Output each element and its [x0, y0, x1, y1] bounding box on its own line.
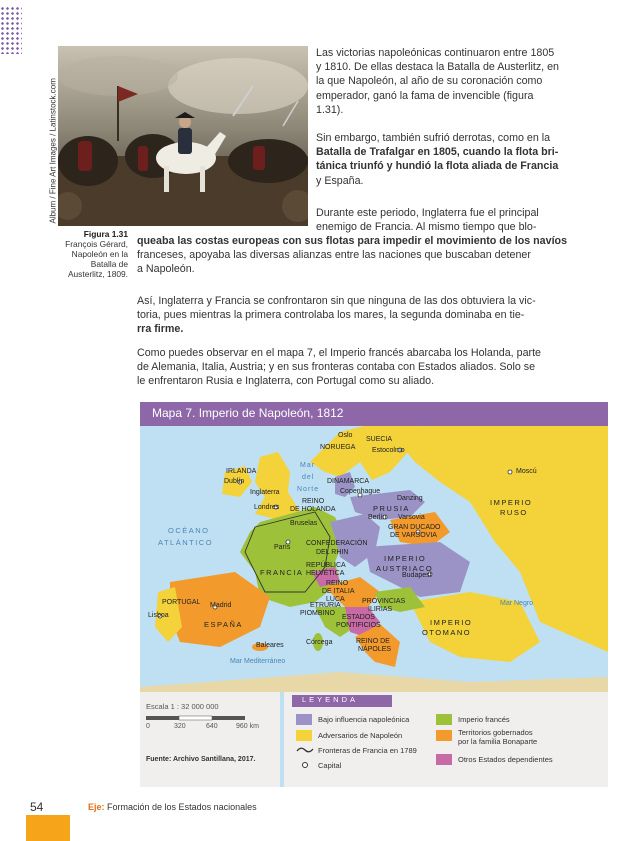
map-source: Fuente: Archivo Santillana, 2017. [146, 756, 256, 763]
legend-label-borders: Fronteras de Francia en 1789 [318, 746, 417, 755]
map-label-londres: Londres [254, 504, 280, 511]
map-label-copenhague: Copenhague [340, 488, 381, 495]
legend-header: LEYENDA [292, 695, 392, 707]
map-label-estados-2: PONTIFICIOS [336, 622, 381, 629]
map-label-reino-holanda-2: DE HOLANDA [290, 506, 336, 513]
paragraph-1: Las victorias napoleónicas continuaron entre 1805 y 1810. De ellas destaca la Batalla de Austerlitz, en la que Napoleón, al año de su coronación como emperador, ganó la fama de invencible (figura 1.31). [316, 47, 559, 116]
legend-capital-icon [300, 760, 310, 770]
legend-swatch-french-empire [436, 714, 452, 725]
map-label-madrid: Madrid [210, 602, 232, 609]
paragraph-5: Como puedes observar en el mapa 7, el Imperio francés abarcaba los Holanda, parte de Alemania, Italia, Austria; y en sus fronteras contaba con Estados aliados. Solo se le enfrentaron Rusia e Inglaterra, con Portugal como su aliado. [137, 347, 541, 388]
map-title-bar [140, 402, 608, 426]
map-title: Mapa 7. Imperio de Napoleón, 1812 [152, 406, 344, 420]
map-label-oslo: Oslo [338, 432, 353, 439]
footer-text: Formación de los Estados nacionales [107, 802, 257, 812]
map-label-gran-ducado-2: DE VARSOVIA [390, 532, 437, 539]
map-label-budapest: Budapest [402, 572, 432, 579]
map-label-provincias-1: PROVINCIAS [362, 598, 406, 605]
map-label-luca: LUCA [326, 596, 345, 603]
map-label-inglaterra: Inglaterra [250, 489, 280, 496]
figure-caption-label: Figura 1.31 [83, 229, 128, 239]
map-label-reino-napoles-1: REINO DE [356, 638, 390, 645]
map-label-imperio-otomano-1: IMPERIO [430, 618, 473, 627]
legend-label-dependent: Otros Estados dependientes [458, 755, 553, 764]
map-label-oceano-2: ATLÁNTICO [158, 538, 214, 547]
scale-tick-2: 640 [206, 723, 218, 730]
map-label-corcega: Córcega [306, 639, 333, 646]
map-label-reino-napoles-2: NÁPOLES [358, 646, 392, 653]
map-legend [284, 692, 608, 787]
map-label-paris: París [274, 544, 291, 551]
legend-label-influence: Bajo influencia napoleónica [318, 715, 410, 724]
scale-tick-0: 0 [146, 723, 150, 730]
legend-label-french-empire: Imperio francés [458, 715, 510, 724]
map-label-mar-norte-3: Norte [297, 486, 320, 493]
legend-label-bonaparte: Territorios gobernados por la familia Bonaparte [458, 728, 538, 746]
map-label-dublin: Dublín [224, 478, 245, 485]
map-label-provincias-2: ILIRIAS [368, 606, 393, 613]
scale-label: Escala 1 : 32 000 000 [146, 702, 219, 711]
map-label-mediterraneo: Mar Mediterráneo [230, 658, 286, 665]
paragraph-3a: Durante este periodo, Inglaterra fue el principal enemigo de Francia. Al mismo tiempo que blo- [316, 207, 539, 234]
map-label-mar-norte-1: Mar [300, 462, 316, 469]
map-label-gran-ducado-1: GRAN DUCADO [388, 524, 441, 531]
map-label-estocolmo: Estocolmo [372, 447, 405, 454]
figure-caption [58, 229, 128, 279]
map-label-estados-1: ESTADOS [342, 614, 375, 621]
map-label-imperio-ruso-1: IMPERIO [490, 498, 533, 507]
map-label-irlanda: IRLANDA [226, 468, 257, 475]
map-label-prusia: PRUSIA [373, 504, 410, 513]
map-label-reino-holanda-1: REINO [302, 498, 325, 505]
legend-swatch-adversaries [296, 730, 312, 741]
map-label-varsovia: Varsovia [398, 514, 425, 521]
map-label-piombino: PIOMBINO [300, 610, 336, 617]
map-label-espana: ESPAÑA [204, 620, 243, 629]
map-label-imperio-ruso-2: RUSO [500, 508, 528, 517]
map-label-reino-italia-2: DE ITALIA [322, 588, 355, 595]
map-label-confederacion-2: DEL RHIN [316, 549, 349, 556]
photo-credit: Album / Fine Art Images / Latinstock.com [48, 78, 58, 224]
paragraph-3b: queaba las costas europeas con sus flotas para impedir el movimiento de los navíos franceses, apoyaba las diversas alianzas entre las naciones que buscaban detener a Napoleón. [137, 235, 568, 276]
map-label-republica-1: REPÚBLICA [306, 562, 346, 569]
map-label-imperio-otomano-2: OTOMANO [422, 628, 472, 637]
legend-label-adversaries: Adversarios de Napoleón [318, 731, 403, 740]
map-label-confederacion-1: CONFEDERACIÓN [306, 540, 368, 547]
legend-border-line-icon [296, 745, 314, 755]
map-label-moscu: Moscú [516, 468, 537, 475]
map-label-reino-italia-1: REINO [326, 580, 349, 587]
page-number: 54 [30, 800, 44, 814]
footer-label: Eje: [88, 802, 105, 812]
margin-dot-pattern [0, 6, 22, 54]
map-label-danzig: Danzing [397, 495, 423, 502]
scale-tick-1: 320 [174, 723, 186, 730]
scale-tick-3: 960 km [236, 723, 259, 730]
map-label-dinamarca: DINAMARCA [327, 478, 370, 485]
map-label-republica-2: HELVÉTICA [306, 570, 345, 577]
legend-swatch-bonaparte [436, 730, 452, 741]
map-label-suecia: SUECIA [366, 436, 393, 443]
legend-label-capital: Capital [318, 761, 342, 770]
page-tab-marker [26, 815, 70, 841]
map-label-imperio-austriaco-1: IMPERIO [384, 554, 427, 563]
map-label-imperio-austriaco-2: AUSTRIACO [376, 564, 434, 573]
figure-caption-text: François Gérard, Napoleón en la Batalla de Austerlitz, 1809. [65, 239, 128, 279]
painting-napoleon-austerlitz [58, 46, 308, 226]
map-label-etruria: ETRURIA [310, 602, 341, 609]
map-label-portugal: PORTUGAL [162, 599, 201, 606]
map-label-bruselas: Bruselas [290, 520, 318, 527]
map-label-oceano-1: OCÉANO [168, 526, 210, 535]
map-label-berlin: Berlín [368, 514, 387, 521]
paragraph-2: Sin embargo, también sufrió derrotas, como en la Batalla de Trafalgar en 1805, cuando la flota bri- tánica triunfó y hundió la flota aliada de Francia y España. [316, 132, 559, 187]
paragraph-4: Así, Inglaterra y Francia se confrontaron sin que ninguna de las dos obtuviera la vic- toria, pues mientras la primera controlaba los mares, la segunda dominaba en tie- rra firme. [137, 295, 536, 336]
legend-swatch-influence [296, 714, 312, 725]
map-label-mar-norte-2: del [302, 474, 315, 481]
map-label-mar-negro: Mar Negro [500, 600, 534, 607]
legend-swatch-dependent [436, 754, 452, 765]
page-footer [88, 802, 257, 812]
map-label-baleares: Baleares [256, 642, 284, 649]
map-label-lisboa: Lisboa [148, 612, 169, 619]
map-label-noruega: NORUEGA [320, 444, 356, 451]
map-scale-box [140, 692, 280, 787]
map-label-francia: FRANCIA [260, 568, 304, 577]
